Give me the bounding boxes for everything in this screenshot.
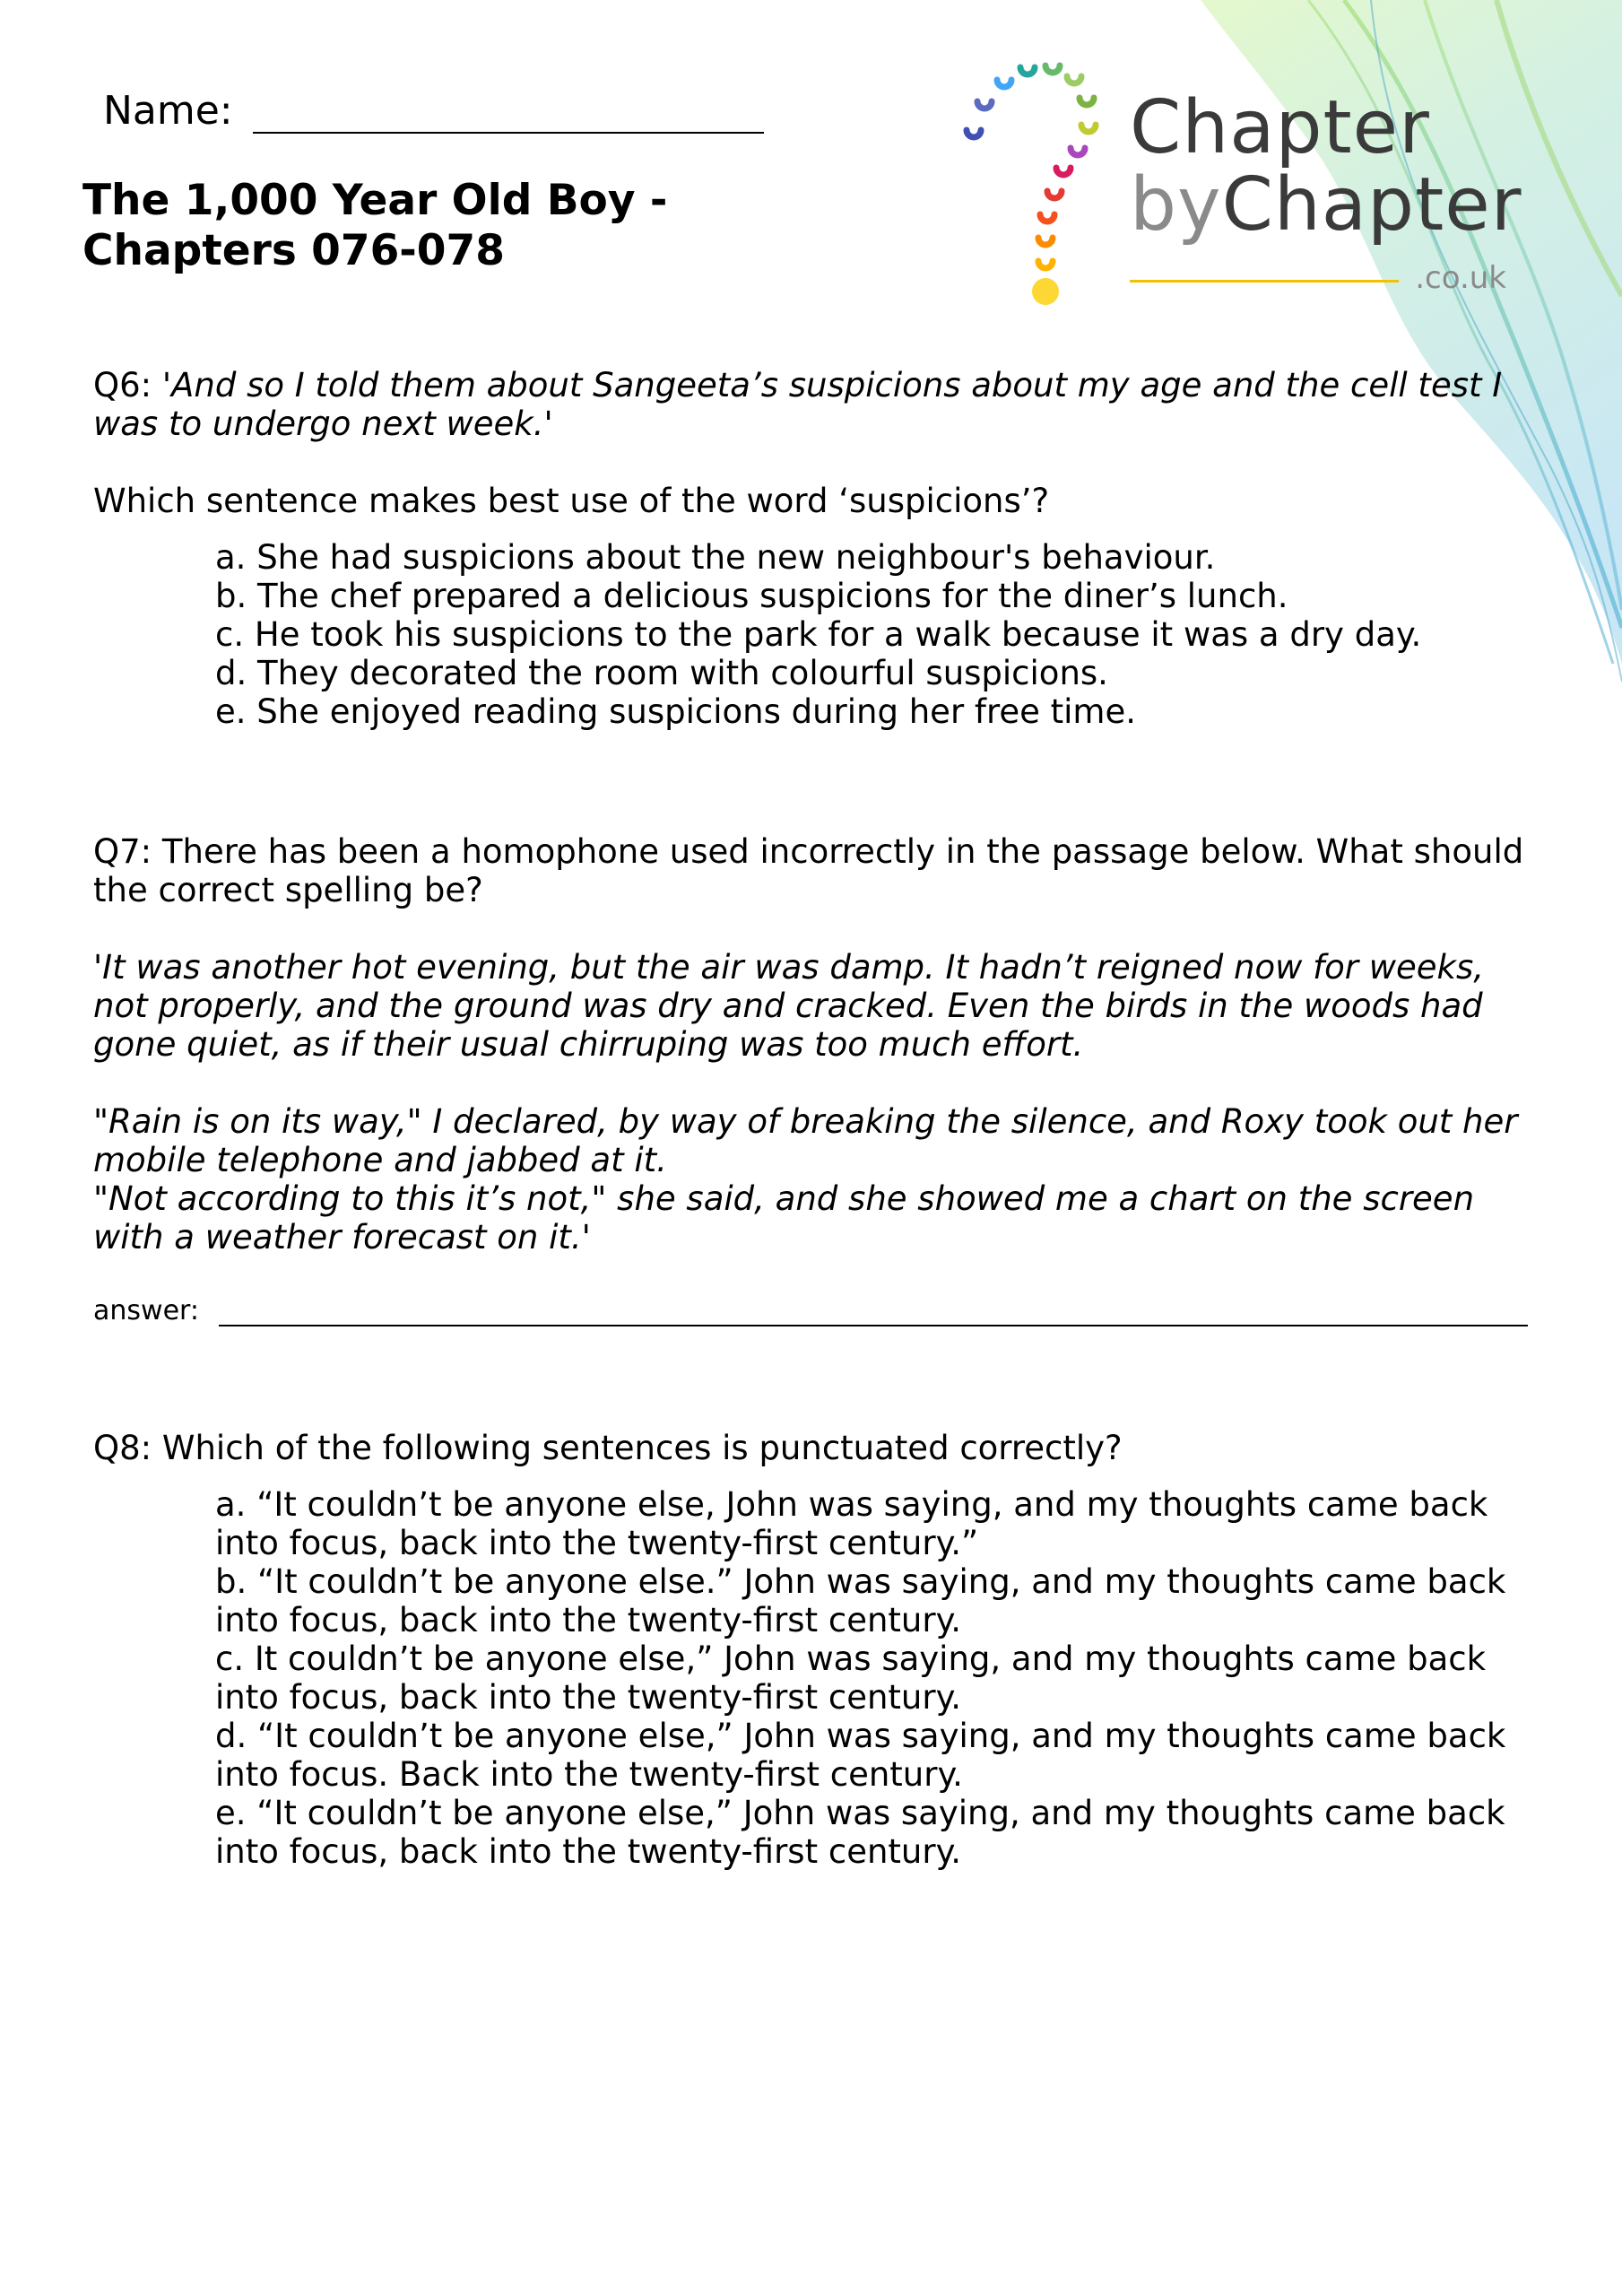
q6-prefix: Q6: xyxy=(93,366,162,404)
logo-word-chapter-2: Chapter xyxy=(1221,162,1522,248)
q6-option-e[interactable]: e. She enjoyed reading suspicions during her free time. xyxy=(215,692,1136,731)
question-mark-books-icon xyxy=(959,49,1139,318)
q8-option-d[interactable]: d. “It couldn’t be anyone else,” John was saying, and my thoughts came back into focus. Back into the twenty-first century. xyxy=(215,1717,1506,1794)
q8-question: Q8: Which of the following sentences is punctuated correctly? xyxy=(93,1429,1123,1467)
logo-domain-suffix: .co.uk xyxy=(1415,260,1506,296)
q6-options xyxy=(215,538,1528,731)
q6-quote-paragraph xyxy=(93,366,1528,443)
q7-passage-p3: "Not according to this it’s not," she said, and she showed me a chart on the screen with a weather forecast on it.' xyxy=(93,1179,1475,1257)
q7-answer-input-line[interactable] xyxy=(219,1303,1528,1326)
page-title xyxy=(82,176,667,276)
q7-answer-row xyxy=(93,1296,1528,1326)
name-label: Name: xyxy=(103,88,233,134)
q8-option-e[interactable]: e. “It couldn’t be anyone else,” John was saying, and my thoughts came back into focus, back into the twenty-first century. xyxy=(215,1794,1505,1871)
title-line-1: The 1,000 Year Old Boy - xyxy=(82,176,668,225)
logo-line-2 xyxy=(1130,162,1522,248)
logo-word-chapter: Chapter xyxy=(1130,85,1430,170)
q6-option-c[interactable]: c. He took his suspicions to the park for a walk because it was a dry day. xyxy=(215,615,1422,654)
question-6 xyxy=(93,366,1528,731)
logo-suffix-row xyxy=(1130,260,1506,300)
q7-answer-label: answer: xyxy=(93,1295,199,1326)
question-8 xyxy=(93,1429,1528,1871)
q7-passage-p1: 'It was another hot evening, but the air was damp. It hadn’t reigned now for weeks, not properly, and the ground was dry and cracked. Even the birds in the woods had gone quiet, as if their usual chirruping was too much effort. xyxy=(93,948,1485,1064)
q6-option-d[interactable]: d. They decorated the room with colourful suspicions. xyxy=(215,654,1108,692)
question-7 xyxy=(93,832,1528,1257)
q8-option-c[interactable]: c. It couldn’t be anyone else,” John was saying, and my thoughts came back into focus, back into the twenty-first century. xyxy=(215,1639,1487,1717)
q6-question: Which sentence makes best use of the word ‘suspicions’? xyxy=(93,482,1050,520)
name-input-line[interactable] xyxy=(253,89,764,134)
q7-passage-p2: "Rain is on its way," I declared, by way of breaking the silence, and Roxy took out her mobile telephone and jabbed at it. xyxy=(93,1102,1518,1179)
chapter-by-chapter-logo xyxy=(959,49,1533,318)
q7-question: Q7: There has been a homophone used incorrectly in the passage below. What should the correct spelling be? xyxy=(93,832,1524,909)
q8-option-b[interactable]: b. “It couldn’t be anyone else.” John was saying, and my thoughts came back into focus, back into the twenty-first century. xyxy=(215,1562,1506,1639)
logo-wordmark xyxy=(1130,85,1522,296)
name-field-row xyxy=(103,88,764,134)
logo-underline xyxy=(1130,280,1399,283)
logo-word-by: by xyxy=(1130,162,1222,248)
q6-option-b[interactable]: b. The chef prepared a delicious suspicions for the diner’s lunch. xyxy=(215,577,1288,615)
q6-quote: 'And so I told them about Sangeeta’s suspicions about my age and the cell test I was to undergo next week.' xyxy=(93,366,1503,443)
q8-option-a[interactable]: a. “It couldn’t be anyone else, John was saying, and my thoughts came back into focus, back into the twenty-first century.” xyxy=(215,1485,1488,1562)
q8-options xyxy=(215,1485,1528,1871)
title-line-2: Chapters 076-078 xyxy=(82,226,505,275)
q6-option-a[interactable]: a. She had suspicions about the new neighbour's behaviour. xyxy=(215,538,1216,577)
